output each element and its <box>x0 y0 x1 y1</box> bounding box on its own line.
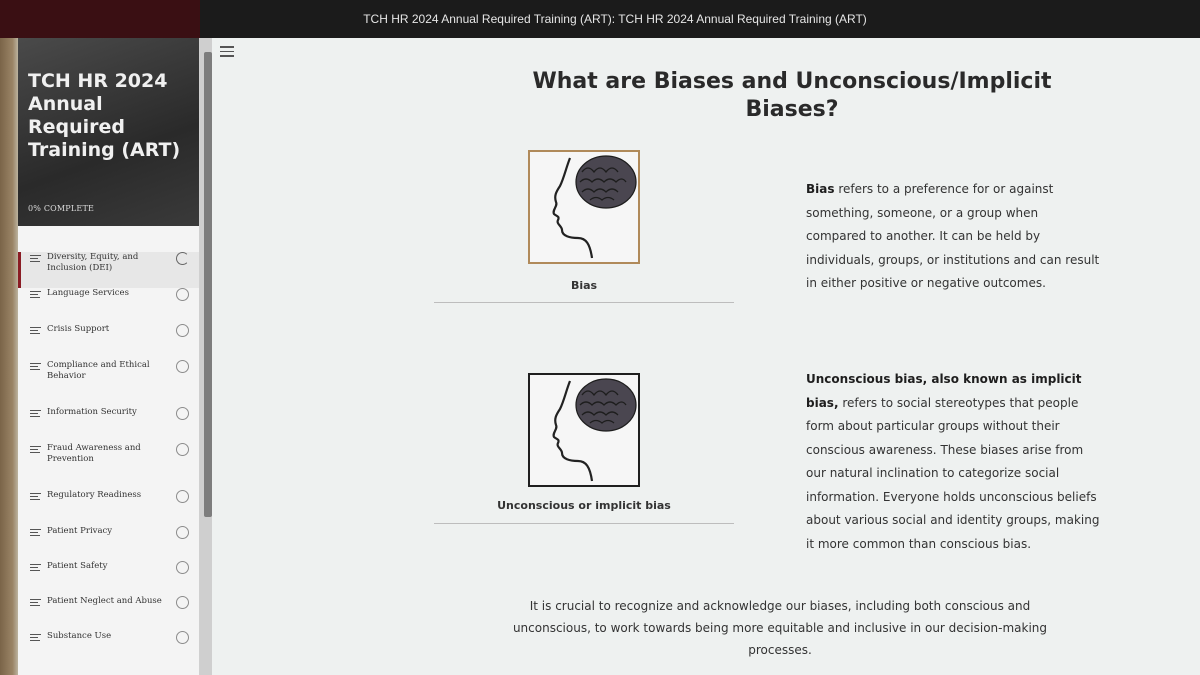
sidebar-header <box>18 38 199 226</box>
sidebar-item-label: Patient Neglect and Abuse <box>47 596 162 606</box>
lesson-content <box>212 38 1200 675</box>
sidebar-item[interactable] <box>18 407 199 443</box>
progress-label: 0% COMPLETE <box>28 204 95 213</box>
course-title: TCH HR 2024 Annual Required Training (ART) <box>28 70 181 161</box>
circle-status-icon <box>176 360 189 373</box>
circle-status-icon <box>176 596 189 609</box>
sidebar-item[interactable] <box>18 596 199 631</box>
sidebar <box>18 38 200 675</box>
sidebar-item[interactable] <box>18 443 199 490</box>
sidebar-item-label: Patient Privacy <box>47 526 113 536</box>
list-icon <box>30 564 41 573</box>
sidebar-item[interactable] <box>18 631 199 666</box>
sidebar-item-label: Crisis Support <box>47 324 110 334</box>
sidebar-item-label: Compliance and Ethical Behavior <box>47 360 150 381</box>
list-icon <box>30 291 41 300</box>
implicit-text: refers to social stereotypes that people form about particular groups without their conscious awareness. These biases arise from our natural inclination to categorize social information. Everyone holds unconscious beliefs about various social and identity groups, making it more common than conscious bias. <box>806 395 1100 551</box>
page-title: What are Biases and Unconscious/Implicit Biases? <box>532 69 1052 122</box>
sidebar-item-label: Information Security <box>47 407 137 417</box>
lesson-nav <box>18 226 199 666</box>
background-edge <box>0 0 18 675</box>
bias-term: Bias <box>806 182 835 196</box>
list-icon <box>30 634 41 643</box>
list-icon <box>30 529 41 538</box>
head-with-brain-icon <box>528 373 640 487</box>
bias-text: refers to a preference for or against something, someone, or a group when compared to another. It can be held by individuals, groups, or institutions and can result in either positive or negative outcomes. <box>806 182 1100 290</box>
sidebar-item[interactable] <box>18 490 199 526</box>
sidebar-item-label: Language Services <box>47 288 129 298</box>
circle-status-icon <box>176 561 189 574</box>
circle-status-icon <box>176 324 189 337</box>
title-bar <box>0 0 1200 38</box>
divider <box>434 302 734 303</box>
implicit-bias-definition <box>806 368 1102 556</box>
title-bar-accent <box>0 0 200 38</box>
sidebar-item-label: Patient Safety <box>47 561 108 571</box>
sidebar-item[interactable] <box>18 288 199 324</box>
circle-status-icon <box>176 288 189 301</box>
sidebar-item[interactable] <box>18 324 199 360</box>
list-icon <box>30 255 41 264</box>
sidebar-item[interactable] <box>18 360 199 407</box>
list-icon <box>30 410 41 419</box>
divider <box>434 523 734 524</box>
list-icon <box>30 599 41 608</box>
list-icon <box>30 493 41 502</box>
implicit-term: Unconscious bias, also known as implicit bias, <box>806 372 1082 410</box>
sidebar-item[interactable] <box>18 252 199 288</box>
sidebar-scrollbar-thumb[interactable] <box>204 52 212 517</box>
circle-status-icon <box>176 443 189 456</box>
sidebar-item-label: Substance Use <box>47 631 112 641</box>
list-icon <box>30 363 41 372</box>
circle-status-icon <box>176 526 189 539</box>
circle-status-icon <box>176 407 189 420</box>
circle-status-icon <box>176 631 189 644</box>
bias-definition <box>806 178 1102 296</box>
sidebar-item[interactable] <box>18 561 199 596</box>
sidebar-item[interactable] <box>18 526 199 561</box>
list-icon <box>30 327 41 336</box>
window-title: TCH HR 2024 Annual Required Training (ART): TCH HR 2024 Annual Required Training (ART) <box>363 12 867 26</box>
figure-caption-bias: Bias <box>570 279 598 292</box>
list-icon <box>30 446 41 455</box>
sidebar-item-label: Diversity, Equity, and Inclusion (DEI) <box>47 252 139 273</box>
head-with-brain-icon <box>528 150 640 264</box>
closing-paragraph: It is crucial to recognize and acknowledge our biases, including both conscious and unconscious, to work towards being more equitable and inclusive in our decision-making processes. <box>512 599 1048 657</box>
sidebar-item-label: Regulatory Readiness <box>47 490 142 500</box>
circle-status-icon <box>176 490 189 503</box>
figure-caption-implicit: Unconscious or implicit bias <box>497 499 671 512</box>
sidebar-item-label: Fraud Awareness and Prevention <box>47 443 141 464</box>
circle-status-icon <box>176 252 189 265</box>
